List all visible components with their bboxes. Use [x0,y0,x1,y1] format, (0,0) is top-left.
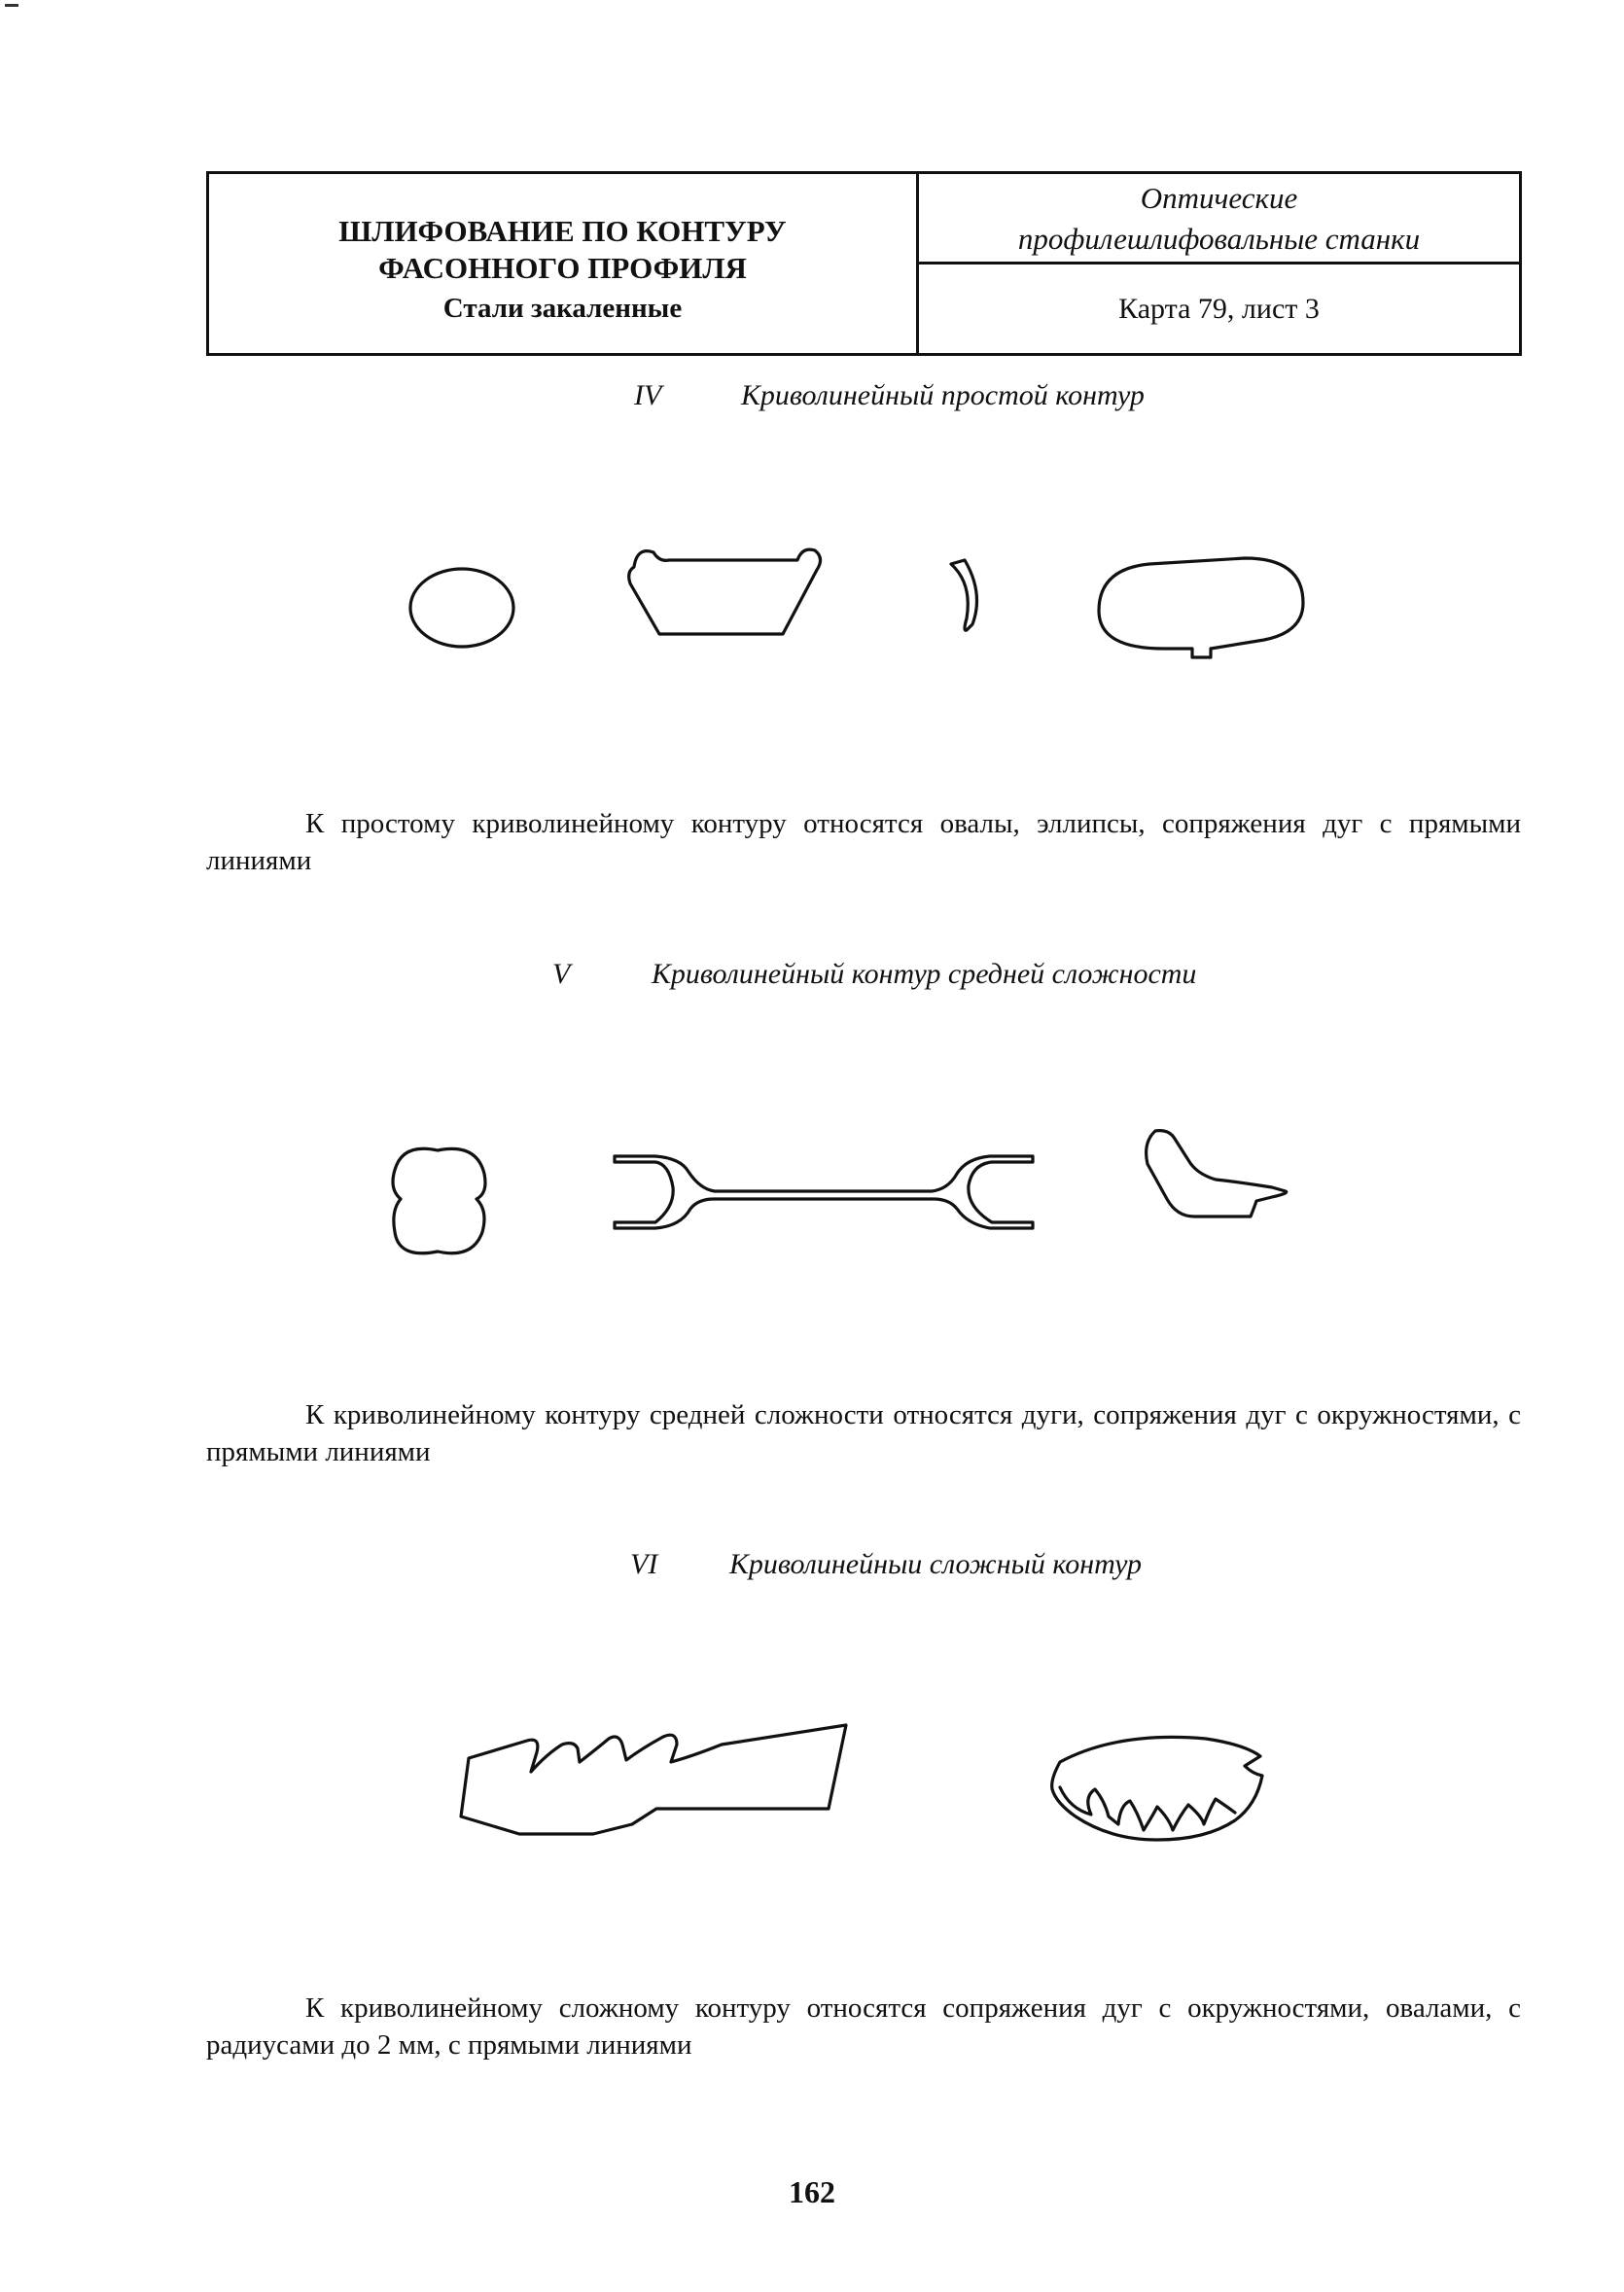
section-vi-numeral: VI [630,1548,658,1580]
card-number: Карта 79, лист 3 [1118,293,1320,325]
rounded-slot-shape [1099,558,1303,657]
section-vi-text: К криволинейному сложному контуру относятся сопряжения дуг с окружностями, овалами, с радиусами до 2 мм, с прямыми линиями [206,1992,1521,2061]
oval-shape [410,569,513,647]
curved-bracket-shape [1147,1131,1287,1217]
section-iv-numeral: IV [634,379,662,411]
sawtooth-profile-shape [461,1725,846,1834]
section-iv-heading [634,379,1145,412]
section-iv-title: Криволинейный простой контур [741,379,1145,411]
section-vi-title: Криволинейныи сложный контур [729,1548,1143,1580]
section-v-heading [552,958,1196,991]
document-subtitle: Стали закаленные [442,293,683,324]
header-table [206,171,1522,356]
section-v-title: Криволинейный контур средней сложности [652,958,1197,990]
scan-mark [5,4,18,7]
machine-type: Оптические профилешлифовальные станки [919,174,1519,264]
gear-segment-shape [1052,1737,1262,1840]
simple-contour-figures [389,525,1323,681]
section-vi-heading [630,1548,1142,1581]
complex-contour-figures [438,1711,1313,1867]
double-lobe-shape [393,1148,485,1253]
trapezoid-arc-shape [629,549,821,634]
medium-contour-figures [379,1113,1352,1279]
wrench-profile-shape [615,1156,1033,1228]
header-left-cell [209,174,919,353]
section-iv-text: К простому криволинейному контуру относятся овалы, эллипсы, сопряжения дуг с прямыми линиями [206,808,1521,876]
section-v-text: К криволинейному контуру средней сложности относятся дуги, сопряжения дуг с окружностями, с прямыми линиями [206,1399,1521,1467]
crescent-shape [951,560,977,630]
section-v-numeral: V [552,958,571,990]
document-title: ШЛИФОВАНИЕ ПО КОНТУРУ ФАСОННОГО ПРОФИЛЯ [338,214,787,285]
page-number: 162 [789,2174,835,2209]
